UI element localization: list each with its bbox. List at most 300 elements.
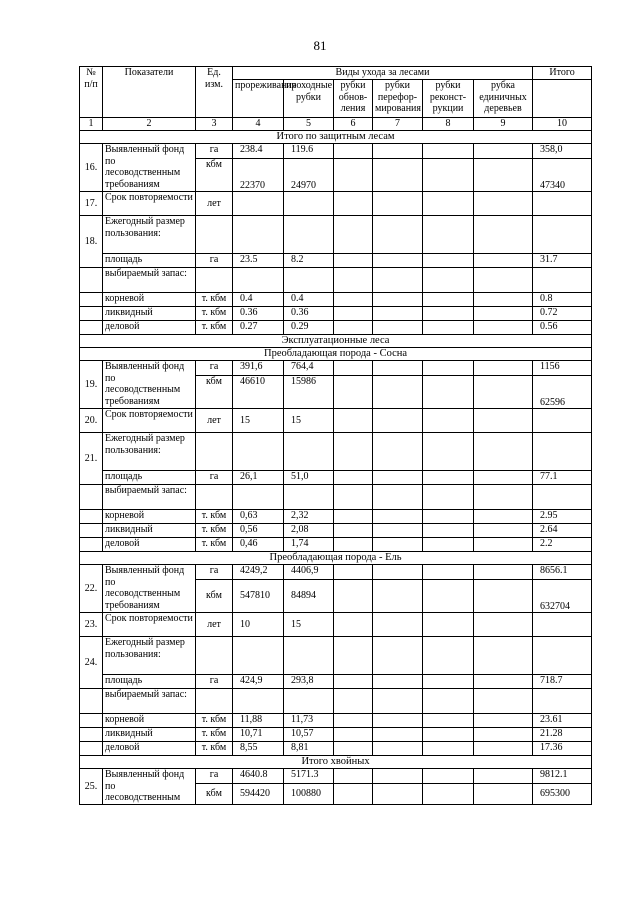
table-cell xyxy=(423,613,474,637)
table-cell xyxy=(284,689,334,714)
table-cell xyxy=(196,689,233,714)
header-renewal-cuts: рубки обнов-ления xyxy=(334,80,373,118)
table-cell: Ежегодный размер пользования: xyxy=(103,637,196,675)
table-cell: 8,55 xyxy=(233,742,284,756)
table-row xyxy=(80,689,592,714)
table-cell: 4406,9 xyxy=(284,565,334,580)
table-cell xyxy=(334,409,373,433)
table-cell: 11,88 xyxy=(233,714,284,728)
table-cell: 22370 xyxy=(233,159,284,192)
table-cell xyxy=(80,307,103,321)
table-cell xyxy=(373,769,423,784)
table-cell xyxy=(334,321,373,335)
table-cell xyxy=(423,769,474,784)
table-row xyxy=(80,321,592,335)
table-cell xyxy=(373,254,423,268)
table-cell: 17.36 xyxy=(533,742,592,756)
table-cell: га xyxy=(196,565,233,580)
table-cell xyxy=(233,216,284,254)
table-cell: т. кбм xyxy=(196,510,233,524)
table-cell: 391,6 xyxy=(233,361,284,376)
table-cell: 0,63 xyxy=(233,510,284,524)
table-cell xyxy=(334,613,373,637)
section-protective-total: Итого по защитным лесам xyxy=(80,131,592,144)
table-cell xyxy=(533,433,592,471)
table-row xyxy=(80,471,592,485)
table-cell: выбираемый запас: xyxy=(103,689,196,714)
table-cell: 9 xyxy=(474,118,533,131)
table-cell xyxy=(284,216,334,254)
table-cell: 23. xyxy=(80,613,103,637)
section-pine: Преобладающая порода - Сосна xyxy=(80,348,592,361)
table-cell: 11,73 xyxy=(284,714,334,728)
table-cell: деловой xyxy=(103,742,196,756)
table-cell xyxy=(80,485,103,510)
table-cell: Выявленный фонд по лесоводственным требованиям xyxy=(103,144,196,192)
table-cell xyxy=(80,689,103,714)
table-cell: 358,0 xyxy=(533,144,592,159)
table-cell xyxy=(373,433,423,471)
table-cell xyxy=(474,471,533,485)
header-reconstruction-cuts: рубки реконст-рукции xyxy=(423,80,474,118)
table-cell xyxy=(423,485,474,510)
table-cell: 547810 xyxy=(233,580,284,613)
table-row xyxy=(80,565,592,580)
table-cell xyxy=(334,538,373,552)
table-cell xyxy=(334,580,373,613)
table-cell xyxy=(373,784,423,804)
table-row xyxy=(80,510,592,524)
table-cell: 25. xyxy=(80,769,103,805)
table-cell: Срок повторяемости xyxy=(103,613,196,637)
table-cell: 6 xyxy=(334,118,373,131)
table-cell: 24. xyxy=(80,637,103,689)
table-cell: 3 xyxy=(196,118,233,131)
table-cell xyxy=(334,216,373,254)
table-cell xyxy=(284,637,334,675)
table-cell: т. кбм xyxy=(196,714,233,728)
table-cell xyxy=(423,784,474,804)
table-row xyxy=(80,409,592,433)
table-cell: 10,57 xyxy=(284,728,334,742)
table-cell xyxy=(474,307,533,321)
table-cell: га xyxy=(196,361,233,376)
table-cell: 21.28 xyxy=(533,728,592,742)
table-cell xyxy=(334,192,373,216)
table-cell: 2,32 xyxy=(284,510,334,524)
table-cell xyxy=(196,433,233,471)
table-cell xyxy=(474,613,533,637)
table-cell: 0,56 xyxy=(233,524,284,538)
table-cell xyxy=(334,361,373,376)
table-cell xyxy=(423,307,474,321)
table-row xyxy=(80,769,592,784)
table-cell: 0.4 xyxy=(284,293,334,307)
table-cell: выбираемый запас: xyxy=(103,485,196,510)
table-cell xyxy=(474,524,533,538)
table-cell: 7 xyxy=(373,118,423,131)
table-row xyxy=(80,361,592,376)
table-row xyxy=(80,728,592,742)
table-cell xyxy=(334,742,373,756)
table-cell xyxy=(80,293,103,307)
table-cell xyxy=(474,742,533,756)
header-care-types: Виды ухода за лесами xyxy=(233,67,533,80)
table-cell: 62596 xyxy=(533,376,592,409)
table-cell: 15 xyxy=(233,409,284,433)
table-cell: 4 xyxy=(233,118,284,131)
table-cell: га xyxy=(196,675,233,689)
table-cell xyxy=(423,216,474,254)
table-cell xyxy=(284,433,334,471)
table-cell xyxy=(373,689,423,714)
table-cell xyxy=(80,321,103,335)
table-cell xyxy=(533,637,592,675)
table-cell xyxy=(423,524,474,538)
table-cell xyxy=(474,510,533,524)
table-cell xyxy=(373,376,423,409)
column-numbers-row xyxy=(80,118,592,131)
table-cell: 23.5 xyxy=(233,254,284,268)
table-cell xyxy=(423,675,474,689)
table-cell xyxy=(474,144,533,159)
table-cell xyxy=(334,268,373,293)
table-cell xyxy=(334,565,373,580)
table-cell xyxy=(423,268,474,293)
table-cell: 293,8 xyxy=(284,675,334,689)
table-cell xyxy=(474,293,533,307)
table-cell: 10 xyxy=(233,613,284,637)
table-cell xyxy=(334,784,373,804)
table-cell: 19. xyxy=(80,361,103,409)
table-cell: 84894 xyxy=(284,580,334,613)
table-cell: т. кбм xyxy=(196,728,233,742)
table-cell: 424,9 xyxy=(233,675,284,689)
table-cell: 0.36 xyxy=(284,307,334,321)
table-cell: кбм xyxy=(196,376,233,409)
table-cell xyxy=(373,728,423,742)
table-cell: корневой xyxy=(103,714,196,728)
table-cell xyxy=(423,538,474,552)
table-row xyxy=(80,485,592,510)
table-cell xyxy=(80,538,103,552)
table-cell xyxy=(373,637,423,675)
table-cell xyxy=(423,565,474,580)
table-cell xyxy=(334,159,373,192)
table-cell: 0.4 xyxy=(233,293,284,307)
table-cell xyxy=(533,80,592,118)
table-cell: 18. xyxy=(80,216,103,268)
table-cell: ликвидный xyxy=(103,524,196,538)
table-row xyxy=(80,433,592,471)
table-cell: деловой xyxy=(103,321,196,335)
table-cell xyxy=(474,361,533,376)
header-indicators: Показатели xyxy=(103,67,196,118)
table-cell: 8.2 xyxy=(284,254,334,268)
table-cell xyxy=(80,728,103,742)
table-cell xyxy=(334,637,373,675)
table-cell: Выявленный фонд по лесоводственным xyxy=(103,769,196,805)
table-cell xyxy=(334,728,373,742)
table-cell xyxy=(334,714,373,728)
table-cell xyxy=(284,268,334,293)
table-cell xyxy=(334,144,373,159)
table-cell xyxy=(334,433,373,471)
table-cell: корневой xyxy=(103,293,196,307)
table-cell: площадь xyxy=(103,254,196,268)
table-cell: 0.27 xyxy=(233,321,284,335)
table-cell: лет xyxy=(196,613,233,637)
table-cell xyxy=(373,321,423,335)
table-cell xyxy=(423,376,474,409)
table-cell: 2 xyxy=(103,118,196,131)
table-cell: 10,71 xyxy=(233,728,284,742)
table-cell: 238.4 xyxy=(233,144,284,159)
table-cell xyxy=(474,376,533,409)
table-cell: т. кбм xyxy=(196,293,233,307)
table-cell xyxy=(80,742,103,756)
table-cell: 2.2 xyxy=(533,538,592,552)
table-cell: 8,81 xyxy=(284,742,334,756)
table-cell: 2.64 xyxy=(533,524,592,538)
table-cell: 9812.1 xyxy=(533,769,592,784)
table-cell: 23.61 xyxy=(533,714,592,728)
table-cell: кбм xyxy=(196,159,233,192)
table-cell: Выявленный фонд по лесоводственным требованиям xyxy=(103,565,196,613)
table-cell: 31.7 xyxy=(533,254,592,268)
table-cell: Ежегодный размер пользования: xyxy=(103,216,196,254)
table-cell xyxy=(373,307,423,321)
table-row xyxy=(80,254,592,268)
table-cell xyxy=(80,524,103,538)
table-cell xyxy=(373,580,423,613)
table-cell xyxy=(373,216,423,254)
table-cell xyxy=(474,675,533,689)
table-cell xyxy=(284,485,334,510)
table-cell xyxy=(80,714,103,728)
table-cell xyxy=(423,159,474,192)
table-cell xyxy=(423,471,474,485)
table-cell: 0.72 xyxy=(533,307,592,321)
table-row xyxy=(80,307,592,321)
table-cell: площадь xyxy=(103,675,196,689)
header-total: Итого xyxy=(533,67,592,80)
table-cell: га xyxy=(196,144,233,159)
table-cell: 16. xyxy=(80,144,103,192)
table-cell: 46610 xyxy=(233,376,284,409)
table-cell: га xyxy=(196,769,233,784)
table-cell: 21. xyxy=(80,433,103,485)
header-single-tree-cut: рубка единичных деревьев xyxy=(474,80,533,118)
section-exploitation: Эксплуатационные леса xyxy=(80,335,592,348)
page-number: 81 xyxy=(313,38,327,53)
table-row xyxy=(80,524,592,538)
table-row xyxy=(80,742,592,756)
table-cell: 20. xyxy=(80,409,103,433)
table-cell xyxy=(474,216,533,254)
table-cell: 22. xyxy=(80,565,103,613)
table-cell: 51,0 xyxy=(284,471,334,485)
section-conifers-total: Итого хвойных xyxy=(80,756,592,769)
table-cell xyxy=(474,580,533,613)
table-cell xyxy=(423,321,474,335)
table-cell xyxy=(196,216,233,254)
table-cell: 77.1 xyxy=(533,471,592,485)
table-cell: 15 xyxy=(284,409,334,433)
table-cell: 26,1 xyxy=(233,471,284,485)
table-cell xyxy=(474,485,533,510)
table-cell: 119.6 xyxy=(284,144,334,159)
table-cell xyxy=(533,613,592,637)
table-cell: т. кбм xyxy=(196,307,233,321)
table-cell xyxy=(233,433,284,471)
table-cell xyxy=(373,675,423,689)
table-cell: 718.7 xyxy=(533,675,592,689)
table-cell: деловой xyxy=(103,538,196,552)
table-cell: т. кбм xyxy=(196,742,233,756)
table-cell xyxy=(334,254,373,268)
table-cell xyxy=(373,361,423,376)
table-cell: 4640.8 xyxy=(233,769,284,784)
table-cell xyxy=(474,321,533,335)
table-cell: 10 xyxy=(533,118,592,131)
table-cell xyxy=(334,510,373,524)
table-cell xyxy=(196,637,233,675)
table-cell xyxy=(233,637,284,675)
table-cell xyxy=(474,538,533,552)
table-row xyxy=(80,675,592,689)
table-cell xyxy=(373,192,423,216)
table-cell: Ежегодный размер пользования: xyxy=(103,433,196,471)
table-cell: 0.36 xyxy=(233,307,284,321)
table-cell xyxy=(334,675,373,689)
table-cell: Выявленный фонд по лесоводственным требованиям xyxy=(103,361,196,409)
table-row xyxy=(80,293,592,307)
table-cell xyxy=(474,769,533,784)
table-cell xyxy=(373,159,423,192)
table-cell xyxy=(423,192,474,216)
header-passing-cuts: проходные рубки xyxy=(284,80,334,118)
table-cell: 8656.1 xyxy=(533,565,592,580)
table-cell xyxy=(373,144,423,159)
table-cell: 24970 xyxy=(284,159,334,192)
table-cell: 0.29 xyxy=(284,321,334,335)
table-cell: Срок повторяемости xyxy=(103,192,196,216)
table-cell xyxy=(373,565,423,580)
table-cell xyxy=(474,637,533,675)
table-cell xyxy=(423,689,474,714)
table-cell: кбм xyxy=(196,784,233,804)
header-reformation-cuts: рубки перефор-мирования xyxy=(373,80,423,118)
table-cell xyxy=(533,268,592,293)
table-cell xyxy=(474,565,533,580)
table-cell xyxy=(233,689,284,714)
table-cell xyxy=(373,742,423,756)
table-cell: 0,46 xyxy=(233,538,284,552)
table-cell xyxy=(334,376,373,409)
table-cell xyxy=(423,637,474,675)
table-cell xyxy=(423,409,474,433)
table-cell xyxy=(533,216,592,254)
table-row xyxy=(80,268,592,293)
table-cell: 47340 xyxy=(533,159,592,192)
table-cell xyxy=(373,268,423,293)
table-cell xyxy=(423,144,474,159)
header-thinning: прореживания xyxy=(233,80,284,118)
table-cell xyxy=(474,728,533,742)
table-cell: 632704 xyxy=(533,580,592,613)
table-cell xyxy=(233,268,284,293)
table-cell: площадь xyxy=(103,471,196,485)
table-row xyxy=(80,613,592,637)
table-cell xyxy=(533,192,592,216)
table-cell: 5171.3 xyxy=(284,769,334,784)
table-cell: 2,08 xyxy=(284,524,334,538)
table-cell: Срок повторяемости xyxy=(103,409,196,433)
table-cell: 1 xyxy=(80,118,103,131)
table-cell xyxy=(423,433,474,471)
table-cell xyxy=(373,714,423,728)
table-row xyxy=(80,192,592,216)
table-cell: 5 xyxy=(284,118,334,131)
table-cell xyxy=(334,293,373,307)
table-cell: т. кбм xyxy=(196,538,233,552)
table-cell xyxy=(533,689,592,714)
table-cell: ликвидный xyxy=(103,728,196,742)
table-cell xyxy=(373,409,423,433)
table-cell xyxy=(423,254,474,268)
table-cell xyxy=(423,728,474,742)
table-cell xyxy=(196,268,233,293)
table-cell xyxy=(334,485,373,510)
table-row xyxy=(80,538,592,552)
table-cell xyxy=(373,510,423,524)
table-cell: 1,74 xyxy=(284,538,334,552)
table-cell xyxy=(233,485,284,510)
forest-care-table xyxy=(79,66,592,805)
table-cell: т. кбм xyxy=(196,321,233,335)
table-cell xyxy=(334,689,373,714)
table-cell: 0.56 xyxy=(533,321,592,335)
header-num: № п/п xyxy=(80,67,103,118)
table-cell xyxy=(474,784,533,804)
section-spruce: Преобладающая порода - Ель xyxy=(80,552,592,565)
table-row xyxy=(80,637,592,675)
table-cell: 15986 xyxy=(284,376,334,409)
table-cell xyxy=(233,192,284,216)
table-cell: ликвидный xyxy=(103,307,196,321)
table-cell xyxy=(474,714,533,728)
table-cell xyxy=(284,192,334,216)
table-cell xyxy=(474,192,533,216)
table-cell xyxy=(474,268,533,293)
table-cell xyxy=(533,485,592,510)
table-cell: 2.95 xyxy=(533,510,592,524)
table-cell: 15 xyxy=(284,613,334,637)
table-cell xyxy=(423,510,474,524)
table-cell xyxy=(474,409,533,433)
table-cell xyxy=(373,613,423,637)
table-cell xyxy=(533,409,592,433)
table-cell xyxy=(423,714,474,728)
table-cell xyxy=(334,524,373,538)
table-cell xyxy=(423,742,474,756)
table-cell: 1156 xyxy=(533,361,592,376)
table-cell: 100880 xyxy=(284,784,334,804)
table-cell: т. кбм xyxy=(196,524,233,538)
table-cell xyxy=(423,580,474,613)
header-unit: Ед. изм. xyxy=(196,67,233,118)
